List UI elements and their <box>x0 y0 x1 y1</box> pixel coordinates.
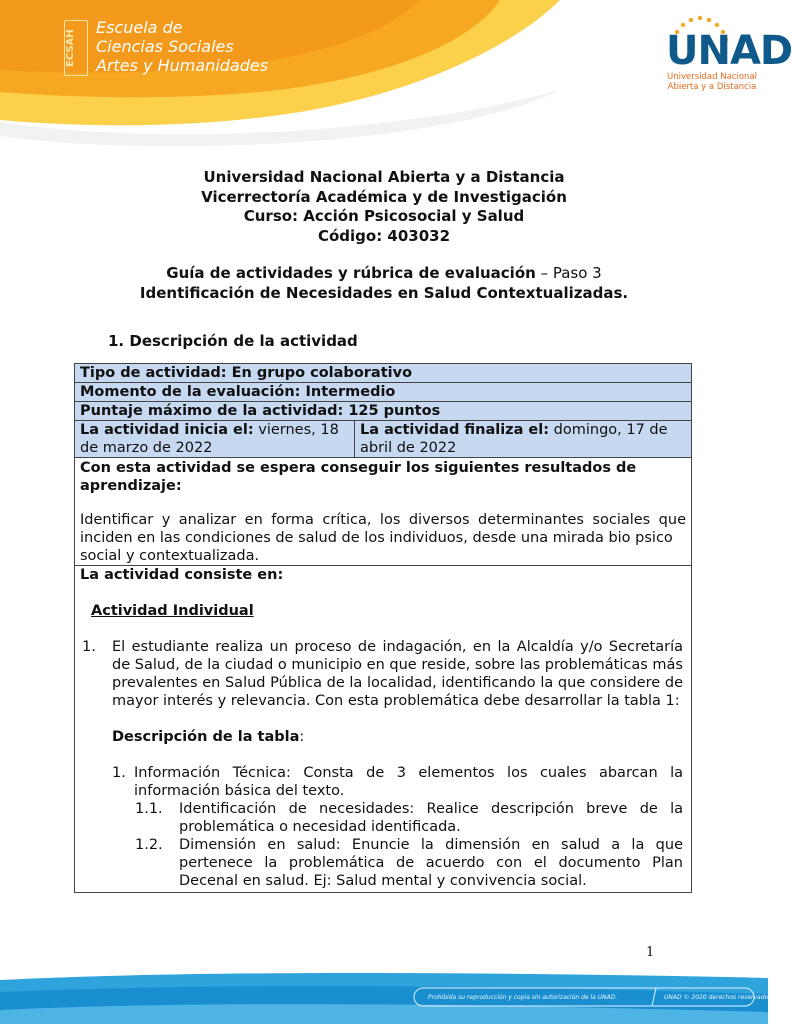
table-description-title <box>80 728 683 746</box>
document-titles <box>0 168 768 246</box>
max-score-cell <box>75 402 692 421</box>
header-banner <box>0 0 792 150</box>
list-item <box>80 638 683 710</box>
guide-title-step: – Paso 3 <box>535 264 602 282</box>
unad-logo <box>660 14 792 94</box>
section-number: 1. <box>108 332 125 350</box>
learning-outcomes-cell <box>75 458 692 566</box>
school-line-3: Artes y Humanidades <box>96 56 269 75</box>
start-date-value: viernes, 18 de marzo de 2022 <box>80 422 339 456</box>
activity-description-cell <box>75 566 692 893</box>
table-row <box>75 421 692 458</box>
item-number: 1.1. <box>135 801 163 817</box>
table-row <box>75 364 692 383</box>
section-title: Descripción de la actividad <box>129 332 358 350</box>
end-date-cell <box>355 421 692 458</box>
activity-type-cell <box>75 364 692 383</box>
course-name: Curso: Acción Psicosocial y Salud <box>243 207 525 225</box>
unad-wordmark: UNAD <box>666 28 792 74</box>
footer-notice: Prohibida su reproducción y copia sin autorización de la UNAD. <box>428 994 618 1001</box>
individual-activity-title: Actividad Individual <box>91 603 254 619</box>
item-text: Dimensión en salud: Enuncie la dimensión en salud a la que pertenece la problemática de acuerdo con el documento Plan Decenal en salud. Ej: Salud mental y convivencia social. <box>179 837 683 889</box>
evaluation-moment-cell <box>75 383 692 402</box>
evaluation-moment: Momento de la evaluación: Intermedio <box>80 384 396 400</box>
start-date-label: La actividad inicia el: <box>80 422 254 438</box>
school-logo <box>64 16 269 78</box>
activity-type: Tipo de actividad: En grupo colaborativo <box>80 365 413 381</box>
guide-title-block <box>0 264 768 303</box>
footer-rights: UNAD © 2020 derechos reservados <box>664 994 772 1001</box>
table-description-bold: Descripción de la tabla <box>112 729 300 745</box>
end-date-value: domingo, 17 de abril de 2022 <box>360 422 668 456</box>
learning-outcomes-label: Con esta actividad se espera conseguir los siguientes resultados de aprendizaje: <box>80 460 637 494</box>
learning-outcomes-text: Identificar y analizar en forma crítica, los diversos determinantes sociales que inciden en las condiciones de salud de los individuos, desde una mirada bio psico <box>80 512 686 546</box>
end-date-label: La actividad finaliza el: <box>360 422 550 438</box>
item-text: El estudiante realiza un proceso de indagación, en la Alcaldía y/o Secretaría de Salud, de la ciudad o municipio en que reside, sobre las problemáticas más prevalentes en Salud Pública de la localidad, identificando la que considere de mayor interés y relevancia. Con esta problemática debe desarrollar la tabla 1: <box>112 639 683 709</box>
page-number: 1 <box>646 945 655 960</box>
list-item <box>80 836 683 890</box>
unad-subtitle-1: Universidad Nacional <box>667 72 757 82</box>
table-row <box>75 566 692 893</box>
activity-consists-label: La actividad consiste en: <box>80 567 284 583</box>
table-row <box>75 402 692 421</box>
footer-banner <box>0 970 772 1024</box>
guide-title-bold: Guía de actividades y rúbrica de evaluación <box>166 264 536 282</box>
learning-outcomes-text-end: social y contextualizada. <box>80 548 260 564</box>
vicerrectoria: Vicerrectoría Académica y de Investigación <box>201 187 567 206</box>
guide-subtitle: Identificación de Necesidades en Salud Contextualizadas. <box>139 283 629 302</box>
item-number: 1.2. <box>135 837 163 853</box>
max-score: Puntaje máximo de la actividad: 125 puntos <box>80 403 441 419</box>
item-text: Información Técnica: Consta de 3 elementos los cuales abarcan la información básica del texto. <box>134 765 683 799</box>
school-tag: ECSAH <box>64 20 88 76</box>
activity-table <box>74 363 692 893</box>
guide-title <box>0 264 768 284</box>
course-code: Código: 403032 <box>317 226 451 245</box>
list-item <box>80 764 683 800</box>
table-description-colon: : <box>299 729 305 745</box>
section-heading <box>108 332 358 350</box>
table-row <box>75 383 692 402</box>
list-item <box>80 800 683 836</box>
university-name: Universidad Nacional Abierta y a Distancia <box>203 168 565 186</box>
table-row <box>75 458 692 566</box>
item-text: Identificación de necesidades: Realice descripción breve de la problemática o necesidad identificada. <box>179 801 683 835</box>
unad-subtitle-2: Abierta y a Distancia <box>667 82 757 92</box>
start-date-cell <box>75 421 355 458</box>
school-line-2: Ciencias Sociales <box>96 37 234 56</box>
footer-wave-graphic <box>0 970 768 1024</box>
item-number: 1. <box>82 639 96 655</box>
school-line-1: Escuela de <box>96 18 183 37</box>
item-number: 1. <box>112 765 126 781</box>
